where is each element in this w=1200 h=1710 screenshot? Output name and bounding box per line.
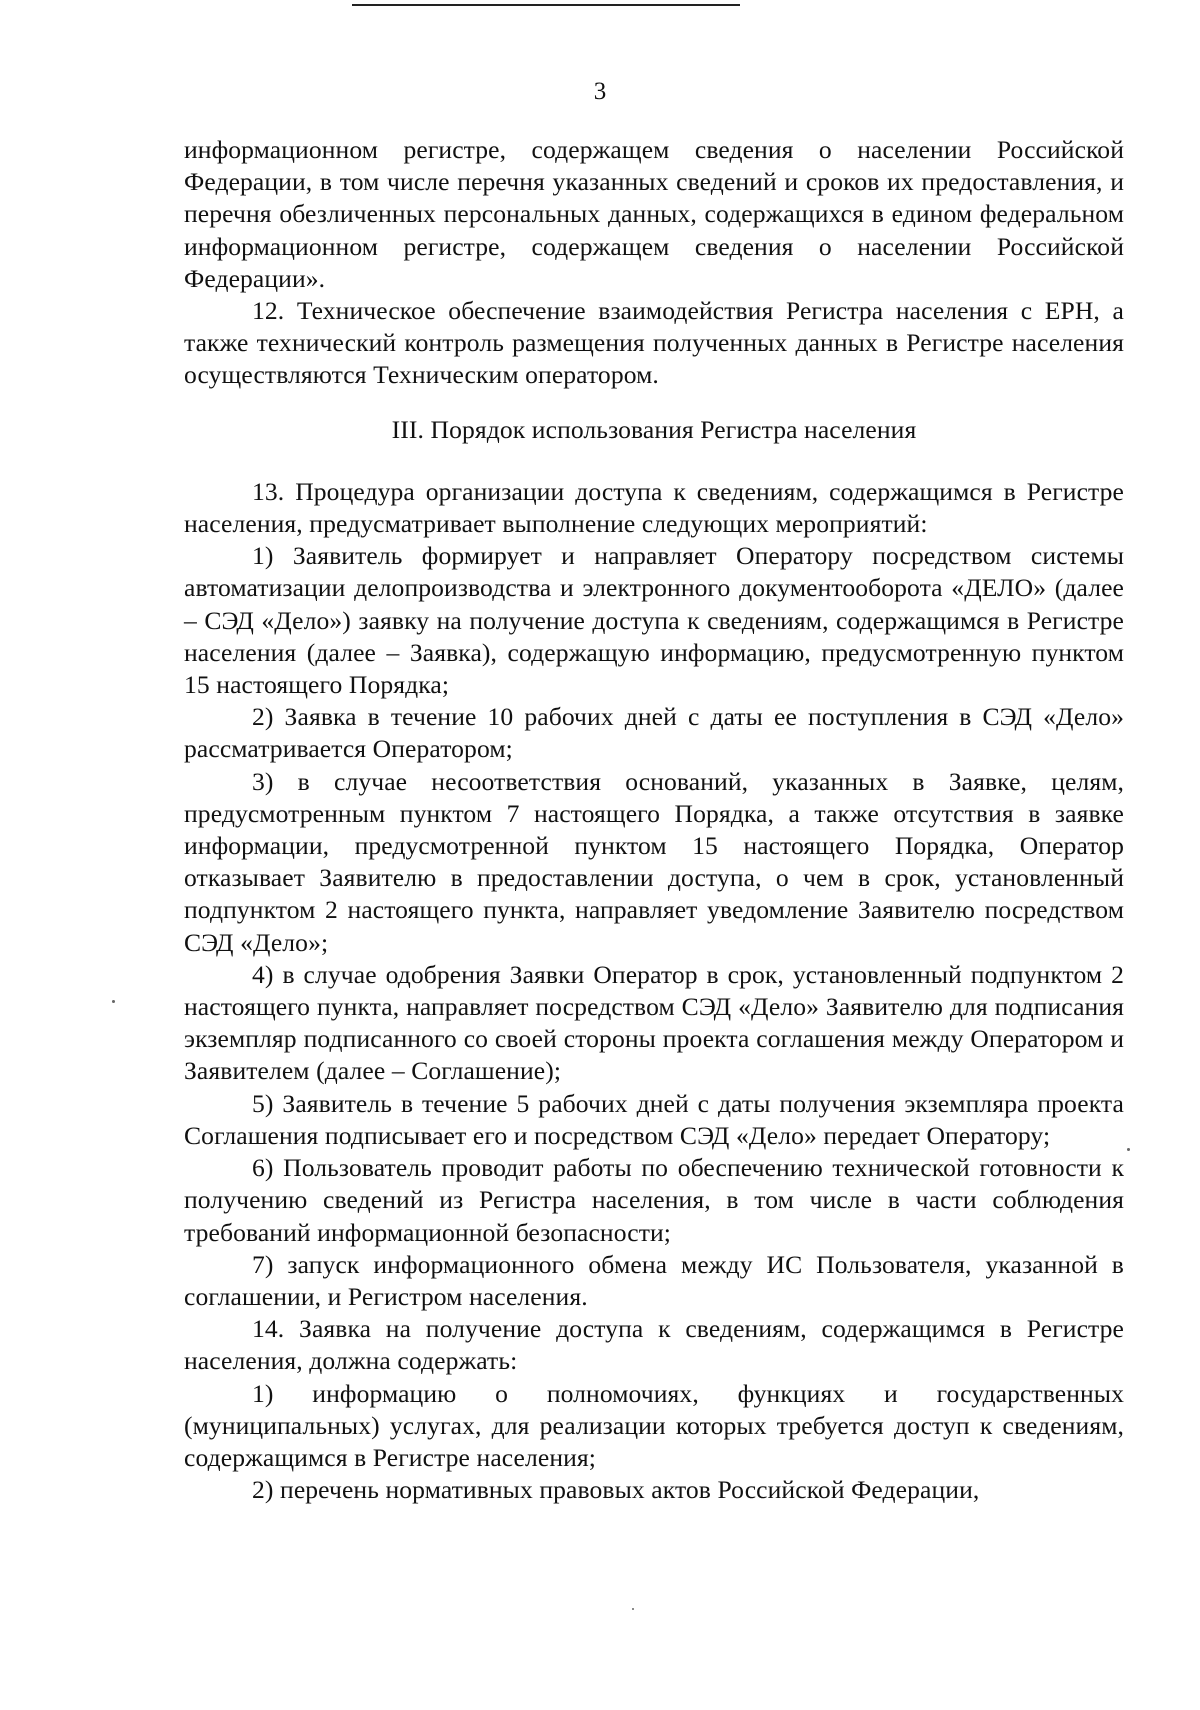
scan-top-rule xyxy=(352,4,740,6)
paragraph-12: 12. Техническое обеспечение взаимодействия Регистра населения с ЕРН, а также технический контроль размещения полученных данных в Регистре населения осуществляются Техническим оператором. xyxy=(184,296,1124,390)
list-item-13-2: 2) Заявка в течение 10 рабочих дней с даты ее поступления в СЭД «Дело» рассматривается Оператором; xyxy=(184,702,1124,764)
list-item-13-6: 6) Пользователь проводит работы по обеспечению технической готовности к получению сведений из Регистра населения, в том числе в части соблюдения требований информационной безопасности; xyxy=(184,1153,1124,1247)
scan-speck xyxy=(1127,1148,1130,1151)
page-number: 3 xyxy=(593,78,607,105)
list-item-13-1: 1) Заявитель формирует и направляет Оператору посредством системы автоматизации делопроизводства и электронного документооборота «ДЕЛО» (далее – СЭД «Дело») заявку на получение доступа к сведениям, содержащимся в Регистре населения (далее – Заявка), содержащую информацию, предусмотренную пунктом 15 настоящего Порядка; xyxy=(184,541,1124,700)
scan-speck xyxy=(632,1608,634,1610)
section-heading: III. Порядок использования Регистра населения xyxy=(391,414,917,444)
list-item-13-7: 7) запуск информационного обмена между ИС Пользователя, указанной в соглашении, и Регистром населения. xyxy=(184,1249,1124,1311)
list-item-13-5: 5) Заявитель в течение 5 рабочих дней с даты получения экземпляра проекта Соглашения подписывает его и посредством СЭД «Дело» передает Оператору; xyxy=(184,1088,1124,1150)
document-body xyxy=(184,134,1124,1506)
paragraph-continuation: информационном регистре, содержащем сведения о населении Российской Федерации, в том числе перечня указанных сведений и сроков их предоставления, и перечня обезличенных персональных данных, содержащихся в едином федеральном информационном регистре, содержащем сведения о населении Российской Федерации». xyxy=(184,135,1124,293)
list-item-14-2: 2) перечень нормативных правовых актов Российской Федерации, xyxy=(252,1475,980,1505)
paragraph-13: 13. Процедура организации доступа к сведениям, содержащимся в Регистре населения, предусматривает выполнение следующих мероприятий: xyxy=(184,476,1124,539)
paragraph-14: 14. Заявка на получение доступа к сведениям, содержащимся в Регистре населения, должна содержать: xyxy=(184,1314,1124,1376)
list-item-13-4: 4) в случае одобрения Заявки Оператор в срок, установленный подпунктом 2 настоящего пункта, направляет посредством СЭД «Дело» Заявителю для подписания экземпляр подписанного со своей стороны проекта соглашения между Оператором и Заявителем (далее – Соглашение); xyxy=(184,959,1124,1086)
list-item-13-3: 3) в случае несоответствия оснований, указанных в Заявке, целям, предусмотренным пунктом 7 настоящего Порядка, а также отсутствия в заявке информации, предусмотренной пунктом 15 настоящего Порядка, Оператор отказывает Заявителю в предоставлении доступа, о чем в срок, установленный подпунктом 2 настоящего пункта, направляет уведомление Заявителю посредством СЭД «Дело»; xyxy=(184,766,1124,957)
scan-speck xyxy=(112,1000,115,1003)
list-item-14-1: 1) информацию о полномочиях, функциях и государственных (муниципальных) услугах, для реализации которых требуется доступ к сведениям, содержащимся в Регистре населения; xyxy=(184,1378,1124,1472)
